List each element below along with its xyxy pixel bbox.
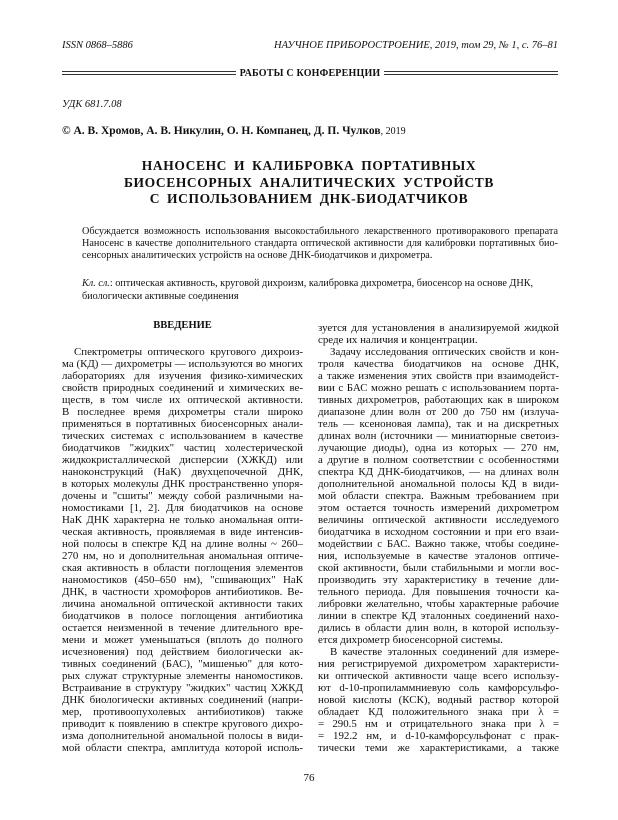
paragraph xyxy=(318,646,559,754)
title-line: С ИСПОЛЬЗОВАНИЕМ ДНК-БИОДАТЧИКОВ xyxy=(149,191,469,206)
keywords xyxy=(82,278,558,303)
text-line: лучающие диоды), одна из которых — 270 нм, xyxy=(318,442,559,454)
text-line: Встраивание в структуру "жидких" частиц ХЖКД xyxy=(62,682,303,694)
page-number: 76 xyxy=(303,772,315,784)
text-line: = 192.2 нм, и d-10-камфорсульфонат с прак- xyxy=(318,730,559,742)
text-line: номостиками [1, 2]. Для биодатчиков на основе xyxy=(62,502,303,514)
text-line: свойств природных соединений и химических ве- xyxy=(62,382,303,394)
text-line: остается неизменной в течение длительного вре- xyxy=(62,622,303,634)
text-line: среде их наличия и концентрации. xyxy=(318,334,478,346)
text-line: личина аномальной оптической активности таких xyxy=(62,598,303,610)
text-line: ется дихрометр биосенсорной системы. xyxy=(318,634,503,646)
text-line: дились в области длин волн, в которой использу- xyxy=(318,622,559,634)
text-line: Задачу исследования оптических свойств и кон- xyxy=(330,346,559,358)
abstract-line: сенсорных аналитических устройств на основе ДНК-биодатчиков и дихрометра. xyxy=(82,250,433,261)
text-line: спектра КД ДНК-биодатчиков, — на длинах волн xyxy=(318,466,559,478)
abstract-line: Наносенс в качестве дополнительного стандарта оптической активности для калибровки портативных био- xyxy=(82,238,558,249)
text-line: В качестве эталонных соединений для измере- xyxy=(330,646,559,658)
text-line: длинах волн (источники — миниатюрные светоиз- xyxy=(318,430,559,442)
text-line: тель — ксеноновая лампа), так и на дискретных xyxy=(318,418,559,430)
text-line: тических системах с использованием в качестве xyxy=(62,430,303,442)
text-line: дочены и "сшиты" между собой различными на- xyxy=(62,490,303,502)
text-line: исчезновения) под действием биологически ак- xyxy=(62,646,303,658)
text-line: дополнительной аномальной полосы КД в види- xyxy=(318,478,559,490)
paragraph xyxy=(318,346,559,646)
copyright-year: , 2019 xyxy=(380,126,406,137)
authors-line xyxy=(62,125,406,137)
text-line: в которых молекулы ДНК пространственно упоря- xyxy=(62,478,303,490)
text-line: мой области спектра. Важным требованием при xyxy=(318,490,559,502)
issn: ISSN 0868–5886 xyxy=(62,40,133,51)
text-line: ческая активность, проявляемая в виде интенсив- xyxy=(62,526,303,538)
text-line: Спектрометры оптического кругового дихроиз- xyxy=(74,346,303,358)
text-line: жидкокристаллической дисперсии (ХЖКД) или xyxy=(62,454,303,466)
udc-code: УДК 681.7.08 xyxy=(62,99,122,110)
text-line: вии с БАС можно решать с использованием порта- xyxy=(318,382,559,394)
abstract xyxy=(82,226,558,262)
text-line: тивных дихрометров, работающих как в широком xyxy=(318,394,559,406)
paragraph xyxy=(318,322,559,346)
text-line: троля качества биодатчиков на основе ДНК, xyxy=(318,358,559,370)
text-line: ной полосы в спектре КД на длине волны ~ 260– xyxy=(62,538,303,550)
keywords-text: биологически активные соединения xyxy=(82,290,239,302)
text-line: мени и может уменьшаться (вплоть до полного xyxy=(62,634,303,646)
text-line: производить эту характеристику в течение дли- xyxy=(318,574,559,586)
article-title xyxy=(0,158,618,208)
text-line: применяться в портативных биосенсорных анали- xyxy=(62,418,303,430)
text-line: приводит к появлению в спектре кругового дихро- xyxy=(62,718,303,730)
text-line: ния регистрируемой дихрометром характеристи- xyxy=(318,658,559,670)
text-line: тически теми же характеристиками, а также xyxy=(318,742,559,754)
text-line: ская активность в области поглощения элементов xyxy=(62,562,303,574)
text-line: = 290.5 нм и отрицательного знака при λ = xyxy=(318,718,559,730)
left-column xyxy=(62,346,303,754)
text-line: НаК ДНК характерна не только аномальная опти- xyxy=(62,514,303,526)
text-line: ют d-10-пропиламмниевую соль камфорсульфо- xyxy=(318,682,559,694)
title-line: БИОСЕНСОРНЫХ АНАЛИТИЧЕСКИХ УСТРОЙСТВ xyxy=(123,174,495,190)
keywords-label: Кл. сл. xyxy=(82,278,110,289)
text-line: этом остается точность измерений дихрометром xyxy=(318,502,559,514)
text-line: В последнее время дихрометры стали широко xyxy=(62,406,303,418)
journal-citation: НАУЧНОЕ ПРИБОРОСТРОЕНИЕ, 2019, том 29, № 1, с. 76–81 xyxy=(274,40,558,51)
text-line: а другие в полном соответствии с особенностями xyxy=(318,454,559,466)
keywords-text: : оптическая активность, круговой дихроизм, калибровка дихрометра, биосенсор на основе ДНК, xyxy=(109,278,534,289)
divider xyxy=(62,71,236,75)
author-names: А. В. Хромов, А. В. Никулин, О. Н. Компанец, Д. П. Чулков xyxy=(73,125,381,137)
text-line: а также изменения этих свойств при взаимодейст- xyxy=(318,370,559,382)
text-line: модействии с БАС. Важно также, чтобы соедине- xyxy=(318,538,559,550)
text-line: 270 нм, но и дополнительная аномальная оптиче- xyxy=(62,550,303,562)
text-line: биодатчика в исходном состоянии и при его взаи- xyxy=(318,526,559,538)
copyright-symbol: © xyxy=(62,125,71,137)
text-line: ма (КД) — дихрометры — используются во многих xyxy=(62,358,303,370)
right-column xyxy=(318,322,559,754)
text-line: изма дополнительной аномальной полосы в види- xyxy=(62,730,303,742)
abstract-line: Обсуждается возможность использования высокостабильного лекарственного противоракового препарата xyxy=(82,226,558,237)
text-line: мой области спектра, амплитуда которой исполь- xyxy=(62,742,303,754)
text-line: рых служат структурные элементы наномостиков. xyxy=(62,670,303,682)
text-line: обладает КД положительного знака при λ = xyxy=(318,706,559,718)
text-line: тивных соединений (БАС), "мишенью" для кото- xyxy=(62,658,303,670)
text-line: тельного периода. Для повышения точности ка- xyxy=(318,586,559,598)
section-banner-label: РАБОТЫ С КОНФЕРЕНЦИИ xyxy=(239,67,381,79)
text-line: биодатчиков в полосе поглощения антибиотика xyxy=(62,610,303,622)
section-banner xyxy=(62,66,558,80)
text-line: мер, противоопухолевых антибиотиков) также xyxy=(62,706,303,718)
text-line: диапазоне длин волн от 200 до 750 нм (излуча- xyxy=(318,406,559,418)
text-line: линии в спектре КД эталонных соединений нахо- xyxy=(318,610,559,622)
text-line: ки оптической активности чаще всего использу- xyxy=(318,670,559,682)
text-line: ДНК, в частности хромофоров антибиотиков. Ве- xyxy=(62,586,303,598)
text-line: величины оптической активности исследуемого xyxy=(318,514,559,526)
title-line: НАНОСЕНС И КАЛИБРОВКА ПОРТАТИВНЫХ xyxy=(141,158,477,173)
divider xyxy=(384,71,558,75)
text-line: биодатчиков "жидких" частиц холестерической xyxy=(62,442,303,454)
text-line: ния, используемые в качестве эталонов оптиче- xyxy=(318,550,559,562)
text-line: зуется для установления в анализируемой жидкой xyxy=(318,322,559,334)
text-line: наноконструкций (НаК) двухцепочечной ДНК, xyxy=(62,466,303,478)
section-heading-introduction: ВВЕДЕНИЕ xyxy=(153,320,212,331)
text-line: ской активности, были стабильными и могли вос- xyxy=(318,562,559,574)
paragraph xyxy=(62,346,303,754)
text-line: ществ, в том числе их оптической активности. xyxy=(62,394,303,406)
text-line: наномостиков (450–650 нм), "сшивающих" НаК xyxy=(62,574,303,586)
text-line: ДНК биологически активных соединений (напри- xyxy=(62,694,303,706)
text-line: либровки желательно, чтобы характерные рабочие xyxy=(318,598,559,610)
text-line: новой кислоты (КСК), водный раствор которой xyxy=(318,694,559,706)
text-line: лабораториях для изучения физико-химических xyxy=(62,370,303,382)
